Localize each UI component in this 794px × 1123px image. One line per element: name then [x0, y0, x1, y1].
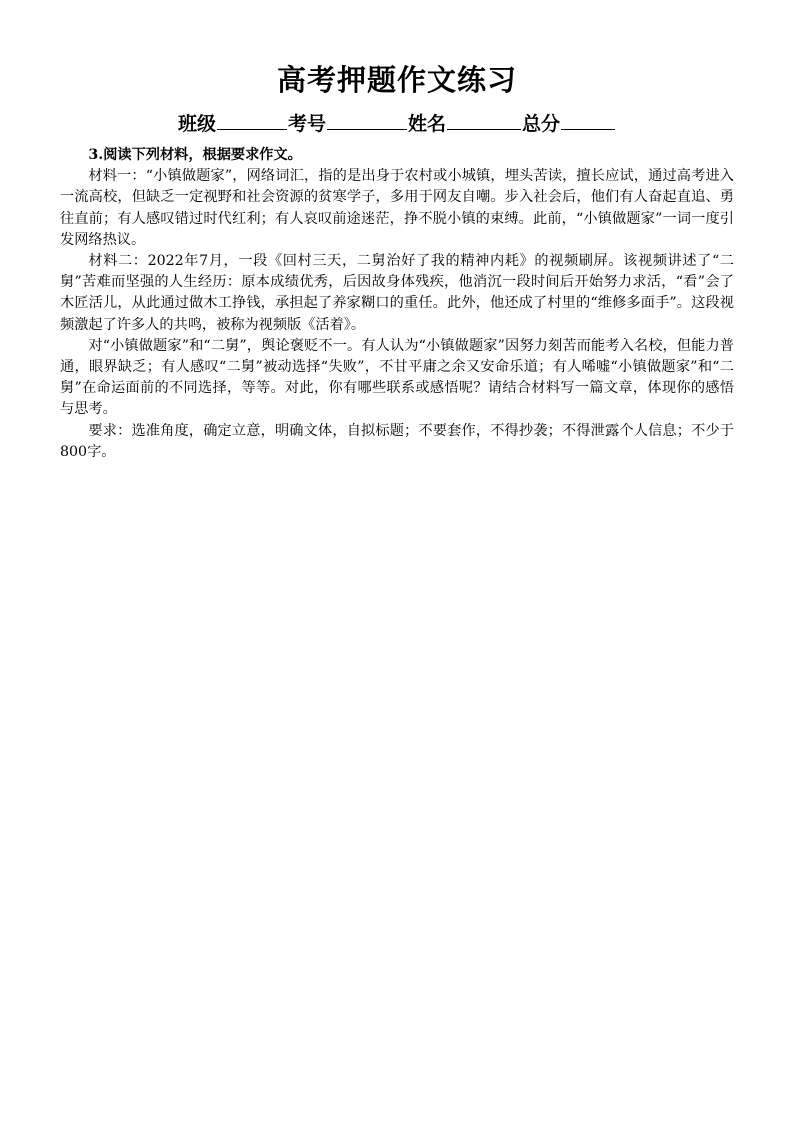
name-blank: [447, 111, 521, 130]
document-title: 高考押题作文练习: [276, 63, 517, 97]
exam-number-blank: [327, 111, 407, 130]
writing-requirements: 要求：选准角度，确定立意，明确文体，自拟标题；不要套作，不得抄袭；不得泄露个人信息；不少于800字。: [60, 422, 734, 460]
score-label: 总分: [522, 113, 561, 135]
material-one: 材料一：“小镇做题家”，网络词汇，指的是出身于农村或小城镇，埋头苦读，擅长应试，通过高考进入一流高校，但缺乏一定视野和社会资源的贫寒学子，多用于网友自嘲。步入社会后，他们有人奋起直追、勇往直前；有人感叹错过时代红利；有人哀叹前途迷茫，挣不脱小镇的束缚。此前，“小镇做题家”一词一度引发网络热议。: [60, 168, 734, 248]
score-blank: [561, 111, 615, 130]
material-two: 材料二：2022年7月，一段《回村三天，二舅治好了我的精神内耗》的视频刷屏。该视频讲述了“二舅”苦难而坚强的人生经历：原本成绩优秀，后因故身体残疾，他消沉一段时间后开始努力求活，“看”会了木匠活儿，从此通过做木工挣钱，承担起了养家糊口的重任。此外，他还成了村里的“维修多面手”。这段视频激起了许多人的共鸣，被称为视频版《活着》。: [60, 253, 734, 333]
writing-prompt: 对“小镇做题家”和“二舅”，舆论褒贬不一。有人认为“小镇做题家”因努力刻苦而能考入名校，但能力普通，眼界缺乏；有人感叹“二舅”被动选择“失败”，不甘平庸之余又安命乐道；有人唏嘘“小镇做题家”和“二舅”在命运面前的不同选择，等等。对此，你有哪些联系或感悟呢？请结合材料写一篇文章，体现你的感悟与思考。: [60, 337, 734, 418]
name-label: 姓名: [408, 113, 447, 135]
exam-number-label: 考号: [287, 113, 326, 135]
class-label: 班级: [177, 113, 216, 135]
question-body: [60, 145, 734, 463]
class-blank: [217, 111, 287, 130]
student-info-line: [0, 110, 794, 138]
question-heading: 3.阅读下列材料，根据要求作文。: [88, 147, 302, 163]
